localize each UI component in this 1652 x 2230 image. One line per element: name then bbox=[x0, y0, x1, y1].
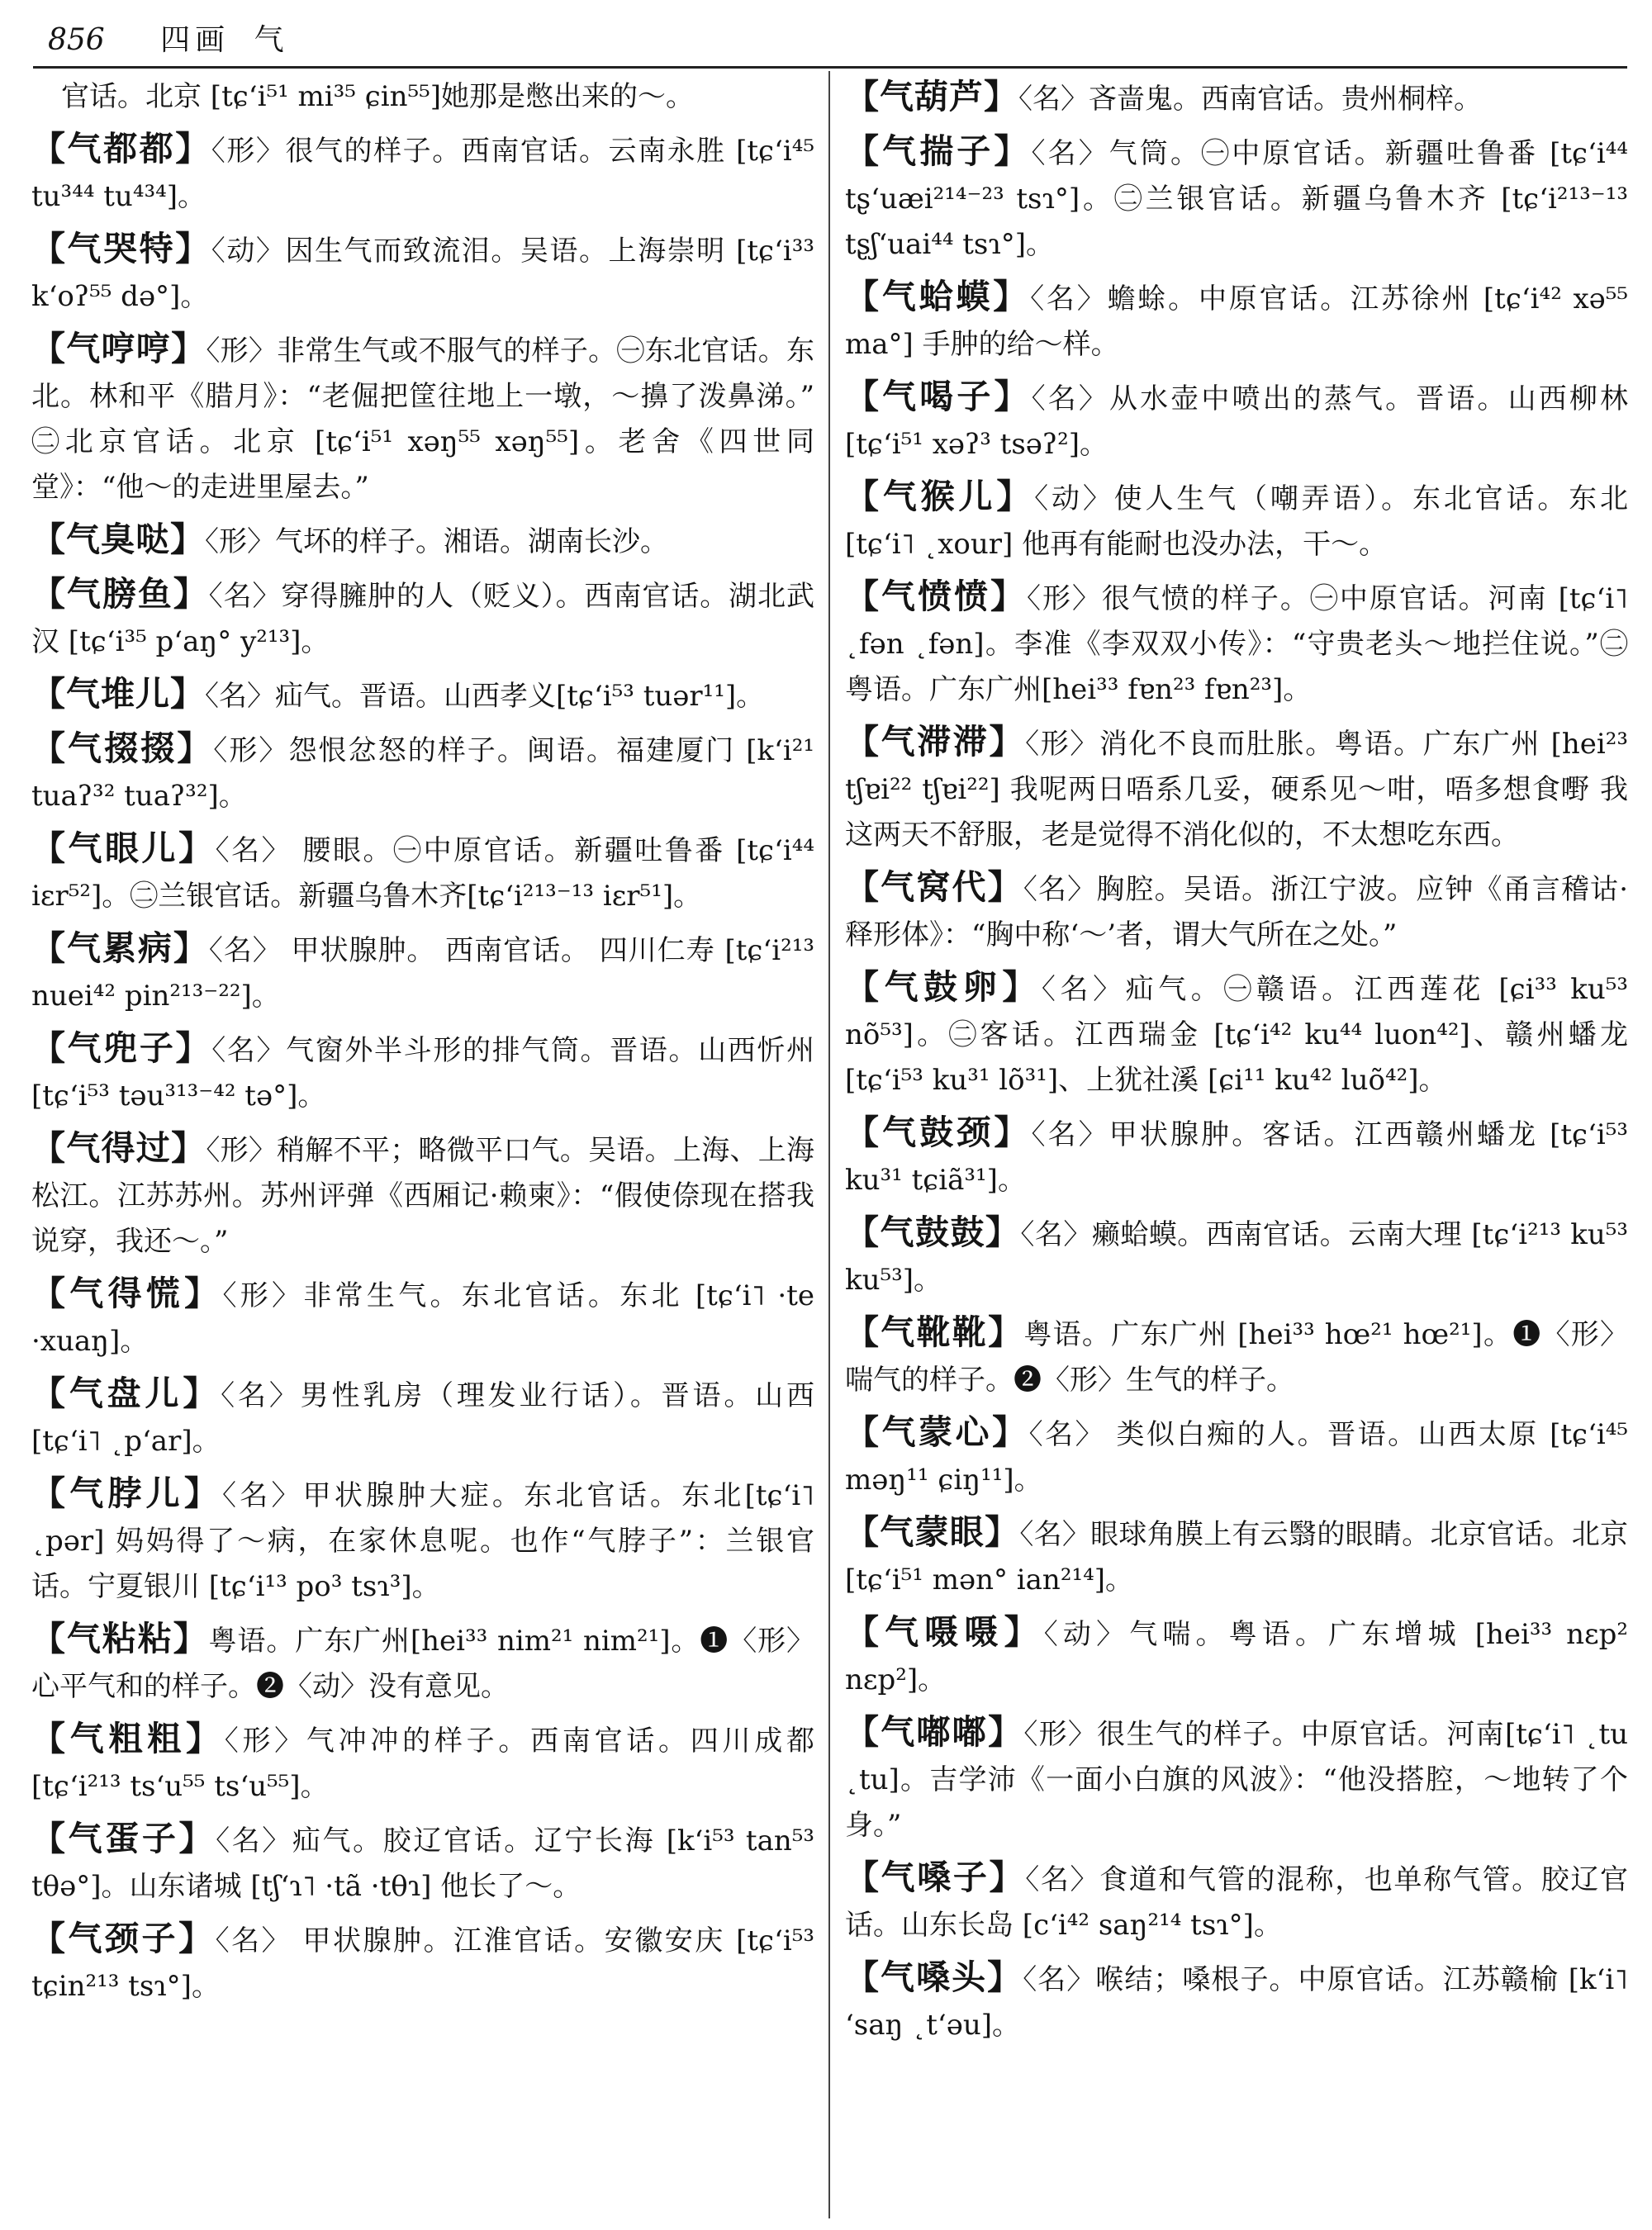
dictionary-entry bbox=[31, 826, 814, 919]
entry-definition: 〈名〉 类似白痴的人。晋语。山西太原 [tɕ‘i⁴⁵ məŋ¹¹ ɕiŋ¹¹]。 bbox=[845, 1418, 1628, 1497]
entry-headword: 【气蒙心】 bbox=[845, 1412, 1029, 1452]
dictionary-entry bbox=[845, 274, 1628, 368]
entry-definition: 〈名〉甲状腺肿大症。东北官话。东北[tɕ‘i˥ ˛pər] 妈妈得了～病，在家休息呢。也作“气脖子”：兰银官话。宁夏银川 [tɕ‘i¹³ po³ tsɿ³]。 bbox=[31, 1479, 814, 1603]
entry-headword: 【气愤愤】 bbox=[845, 576, 1027, 616]
dictionary-entry bbox=[845, 1210, 1628, 1303]
entry-headword: 【气堆儿】 bbox=[31, 674, 205, 714]
dictionary-entry bbox=[845, 74, 1628, 122]
entry-definition: 〈名〉喉结；嗓根子。中原官话。江苏赣榆 [k‘i˥ ‘saŋ ˛t‘əu]。 bbox=[845, 1963, 1628, 2042]
entry-headword: 【气得慌】 bbox=[31, 1274, 223, 1313]
entry-headword: 【气得过】 bbox=[31, 1128, 206, 1168]
dictionary-entry bbox=[845, 965, 1628, 1103]
entry-definition: 〈名〉蟾蜍。中原官话。江苏徐州 [tɕ‘i⁴² xə⁵⁵ ma°] 手肿的给～样。 bbox=[845, 282, 1628, 361]
dictionary-entry bbox=[31, 1916, 814, 2009]
dictionary-entry bbox=[845, 1510, 1628, 1603]
dictionary-entry bbox=[845, 719, 1628, 858]
entry-definition: 〈名〉男性乳房（理发业行话）。晋语。山西 [tɕ‘i˥ ˛p‘ar]。 bbox=[31, 1379, 814, 1458]
dictionary-entry bbox=[31, 126, 814, 220]
entry-definition: 〈名〉眼球角膜上有云翳的眼睛。北京官话。北京 [tɕ‘i⁵¹ mən° ian²¹⁴]。 bbox=[845, 1518, 1628, 1597]
entry-headword: 【气脖儿】 bbox=[31, 1473, 223, 1513]
dictionary-entry bbox=[845, 574, 1628, 713]
entry-definition: 〈名〉吝啬鬼。西南官话。贵州桐梓。 bbox=[1018, 83, 1482, 116]
dictionary-entry bbox=[845, 1110, 1628, 1203]
entry-definition: 〈形〉很气的样子。西南官话。云南永胜 [tɕ‘i⁴⁵ tu³⁴⁴ tu⁴³⁴]。 bbox=[31, 135, 814, 213]
entry-headword: 【气嗓子】 bbox=[845, 1858, 1026, 1897]
dictionary-entry bbox=[845, 1710, 1628, 1848]
dictionary-entry bbox=[845, 374, 1628, 467]
entry-definition: 〈名〉疝气。胶辽官话。辽宁长海 [k‘i⁵³ tan⁵³ tθə°]。山东诸城 [tʃ‘ɿ˥ ·tã ·tθɿ] 他长了～。 bbox=[31, 1824, 814, 1903]
dictionary-entry bbox=[845, 1310, 1628, 1403]
dictionary-entry bbox=[31, 1271, 814, 1364]
section-character: 气 bbox=[254, 23, 284, 57]
entry-definition: 〈名〉 甲状腺肿。 西南官话。 四川仁寿 [tɕ‘i²¹³ nuei⁴² pin²¹³⁻²²]。 bbox=[31, 934, 814, 1013]
dictionary-entry bbox=[845, 1855, 1628, 1948]
entry-headword: 【气盘儿】 bbox=[31, 1374, 221, 1413]
entry-definition: 〈形〉气冲冲的样子。西南官话。四川成都 [tɕ‘i²¹³ ts‘u⁵⁵ ts‘u⁵⁵]。 bbox=[31, 1725, 814, 1803]
entry-headword: 【气喝子】 bbox=[845, 377, 1032, 416]
page-number: 856 bbox=[48, 23, 105, 57]
entry-headword: 【气靴靴】 bbox=[845, 1312, 1024, 1352]
entry-headword: 【气滞滞】 bbox=[845, 722, 1026, 762]
dictionary-entry bbox=[31, 1616, 814, 1710]
entry-headword: 【气蛤蟆】 bbox=[845, 277, 1031, 316]
dictionary-entry bbox=[31, 226, 814, 320]
entry-headword: 【气眼儿】 bbox=[31, 828, 216, 868]
entry-headword: 【气鼓鼓】 bbox=[845, 1212, 1021, 1252]
entry-headword: 【气臭哒】 bbox=[31, 520, 205, 559]
entry-headword: 【气粘粘】 bbox=[31, 1619, 209, 1658]
dictionary-entry bbox=[31, 1026, 814, 1119]
entry-definition: 〈形〉非常生气。东北官话。东北 [tɕ‘i˥ ·te ·xuaŋ]。 bbox=[31, 1279, 814, 1358]
entry-definition: 粤语。广东广州[hei³³ nim²¹ nim²¹]。❶〈形〉心平气和的样子。❷〈动〉没有意见。 bbox=[31, 1625, 814, 1703]
entry-definition: 〈形〉很生气的样子。中原官话。河南[tɕ‘i˥ ˛tu ˛tu]。吉学沛《一面小白旗的风波》：“他没搭腔，～地转了个身。” bbox=[845, 1718, 1628, 1842]
dictionary-entry bbox=[31, 1371, 814, 1464]
entry-headword: 【气掇掇】 bbox=[31, 728, 214, 768]
dictionary-entry bbox=[845, 1610, 1628, 1703]
entry-definition: 〈名〉 腰眼。㊀中原官话。新疆吐鲁番 [tɕ‘i⁴⁴ iɛr⁵²]。㊁兰银官话。新疆乌鲁木齐[tɕ‘i²¹³⁻¹³ iɛr⁵¹]。 bbox=[31, 834, 814, 913]
dictionary-entry bbox=[31, 1471, 814, 1610]
entry-definition: 粤语。广东广州 [hei³³ hœ²¹ hœ²¹]。❶〈形〉喘气的样子。❷〈形〉生气的样子。 bbox=[845, 1318, 1628, 1397]
entry-definition: 〈名〉癞蛤蟆。西南官话。云南大理 [tɕ‘i²¹³ ku⁵³ ku⁵³]。 bbox=[845, 1218, 1628, 1297]
entry-definition: 〈动〉使人生气（嘲弄语）。东北官话。东北 [tɕ‘i˥ ˛xour] 他再有能耐也没办法，干～。 bbox=[845, 482, 1628, 561]
entry-definition: 〈形〉非常生气或不服气的样子。㊀东北官话。东北。林和平《腊月》：“老倔把筐往地上一墩，～擤了泼鼻涕。” ㊁北京官话。北京 [tɕ‘i⁵¹ xəŋ⁵⁵ xəŋ⁵⁵]。老舍《四世同堂》：“他～的走进里屋去。” bbox=[31, 334, 814, 504]
entry-definition: 〈名〉胸腔。吴语。浙江宁波。应钟《甬言稽诂·释形体》：“胸中称‘～’者，谓大气所在之处。” bbox=[845, 873, 1628, 951]
dictionary-entry bbox=[31, 517, 814, 565]
entry-definition: 〈动〉气喘。粤语。广东增城 [hei³³ nɛp² nɛp²]。 bbox=[845, 1618, 1628, 1696]
dictionary-entry bbox=[31, 926, 814, 1019]
dictionary-entry bbox=[845, 865, 1628, 958]
entry-definition: 〈名〉疝气。㊀赣语。江西莲花 [ɕi³³ ku⁵³ nõ⁵³]。㊁客话。江西瑞金 [tɕ‘i⁴² ku⁴⁴ luon⁴²]、赣州蟠龙 [tɕ‘i⁵³ ku³¹ lõ³¹]、上犹社溪 [ɕi¹¹ ku⁴² luõ⁴²]。 bbox=[845, 973, 1628, 1097]
entry-definition: 〈名〉气窗外半斗形的排气筒。晋语。山西忻州[tɕ‘i⁵³ təu³¹³⁻⁴² tə°]。 bbox=[31, 1034, 814, 1113]
left-column bbox=[31, 74, 814, 2222]
entry-definition: 〈形〉怨恨忿怒的样子。闽语。福建厦门 [k‘i²¹ tuaʔ³² tuaʔ³²]。 bbox=[31, 734, 814, 813]
entry-headword: 【气鼓颈】 bbox=[845, 1113, 1032, 1152]
entry-definition: 〈名〉 甲状腺肿。江淮官话。安徽安庆 [tɕ‘i⁵³ tɕin²¹³ tsɿ°]。 bbox=[31, 1924, 814, 2003]
dictionary-entry bbox=[31, 726, 814, 819]
dictionary-entry bbox=[31, 74, 814, 120]
section-label: 四画 bbox=[160, 23, 230, 57]
entry-definition: 〈名〉穿得臃肿的人（贬义）。西南官话。湖北武汉 [tɕ‘i³⁵ p‘aŋ° y²¹³]。 bbox=[31, 580, 814, 658]
entry-definition: 〈动〉因生气而致流泪。吴语。上海崇明 [tɕ‘i³³ k‘oʔ⁵⁵ də°]。 bbox=[31, 235, 814, 313]
entry-definition: 〈形〉很气愤的样子。㊀中原官话。河南 [tɕ‘i˥ ˛fən ˛fən]。李准《李双双小传》：“守贵老头～地拦住说。”㊁粤语。广东广州[hei³³ fɐn²³ fɐn²³]。 bbox=[845, 582, 1628, 706]
dictionary-entry bbox=[31, 1716, 814, 1810]
dictionary-entry bbox=[31, 572, 814, 665]
entry-headword: 【气哼哼】 bbox=[31, 329, 206, 368]
entry-headword: 【气窝代】 bbox=[845, 867, 1023, 907]
entry-headword: 【气嘟嘟】 bbox=[845, 1712, 1024, 1752]
entry-definition: 官话。北京 [tɕ‘i⁵¹ mi³⁵ ɕin⁵⁵]她那是憋出来的～。 bbox=[61, 80, 695, 113]
dictionary-entry bbox=[845, 1410, 1628, 1503]
dictionary-entry bbox=[31, 326, 814, 510]
entry-definition: 〈形〉稍解不平；略微平口气。吴语。上海、上海松江。江苏苏州。苏州评弹《西厢记·赖柬》：“假使倷现在搭我说穿，我还～。” bbox=[31, 1134, 814, 1258]
entry-definition: 〈名〉甲状腺肿。客话。江西赣州蟠龙 [tɕ‘i⁵³ ku³¹ tɕiã³¹]。 bbox=[845, 1118, 1628, 1197]
dictionary-entry bbox=[845, 1955, 1628, 2048]
right-column bbox=[845, 74, 1628, 2222]
entry-headword: 【气颈子】 bbox=[31, 1919, 216, 1958]
entry-headword: 【气葫芦】 bbox=[845, 77, 1018, 116]
page-header bbox=[41, 18, 1627, 63]
header-rule bbox=[33, 66, 1627, 69]
entry-definition: 〈名〉从水壶中喷出的蒸气。晋语。山西柳林 [tɕ‘i⁵¹ xəʔ³ tsəʔ²]。 bbox=[845, 382, 1628, 461]
entry-headword: 【气蛋子】 bbox=[31, 1819, 216, 1858]
entry-headword: 【气兜子】 bbox=[31, 1028, 212, 1068]
entry-headword: 【气粗粗】 bbox=[31, 1719, 225, 1758]
dictionary-entry bbox=[31, 1126, 814, 1264]
entry-headword: 【气累病】 bbox=[31, 928, 209, 968]
entry-headword: 【气揣子】 bbox=[845, 131, 1032, 171]
entry-headword: 【气膀鱼】 bbox=[31, 574, 209, 614]
dictionary-entry bbox=[31, 1816, 814, 1910]
entry-headword: 【气嗓头】 bbox=[845, 1957, 1023, 1997]
entry-headword: 【气哭特】 bbox=[31, 229, 211, 268]
dictionary-entry bbox=[845, 129, 1628, 268]
entry-headword: 【气都都】 bbox=[31, 129, 211, 168]
column-divider bbox=[828, 71, 830, 2218]
entry-headword: 【气猴儿】 bbox=[845, 477, 1035, 516]
entry-headword: 【气嗫嗫】 bbox=[845, 1612, 1044, 1652]
dictionary-entry bbox=[31, 671, 814, 719]
entry-headword: 【气鼓卵】 bbox=[845, 967, 1042, 1007]
entry-definition: 〈名〉疝气。晋语。山西孝义[tɕ‘i⁵³ tuər¹¹]。 bbox=[205, 680, 765, 713]
entry-definition: 〈形〉气坏的样子。湘语。湖南长沙。 bbox=[205, 525, 668, 558]
entry-definition: 〈名〉气筒。㊀中原官话。新疆吐鲁番 [tɕ‘i⁴⁴ tʂ‘uæi²¹⁴⁻²³ tsɿ°]。㊁兰银官话。新疆乌鲁木齐 [tɕ‘i²¹³⁻¹³ tʂʃ‘uai⁴⁴ tsɿ°]。 bbox=[845, 137, 1628, 261]
entry-headword: 【气蒙眼】 bbox=[845, 1512, 1020, 1552]
entry-definition: 〈名〉食道和气管的混称，也单称气管。胶辽官话。山东长岛 [c‘i⁴² saŋ²¹⁴ tsɿ°]。 bbox=[845, 1863, 1628, 1942]
dictionary-entry bbox=[845, 474, 1628, 567]
entry-definition: 〈形〉消化不良而肚胀。粤语。广东广州 [hei²³ tʃɐi²² tʃɐi²²] 我呢两日唔系几妥，硬系见～咁，唔多想食嘢 我这两天不舒服，老是觉得不消化似的，不太想吃东西。 bbox=[845, 728, 1628, 852]
